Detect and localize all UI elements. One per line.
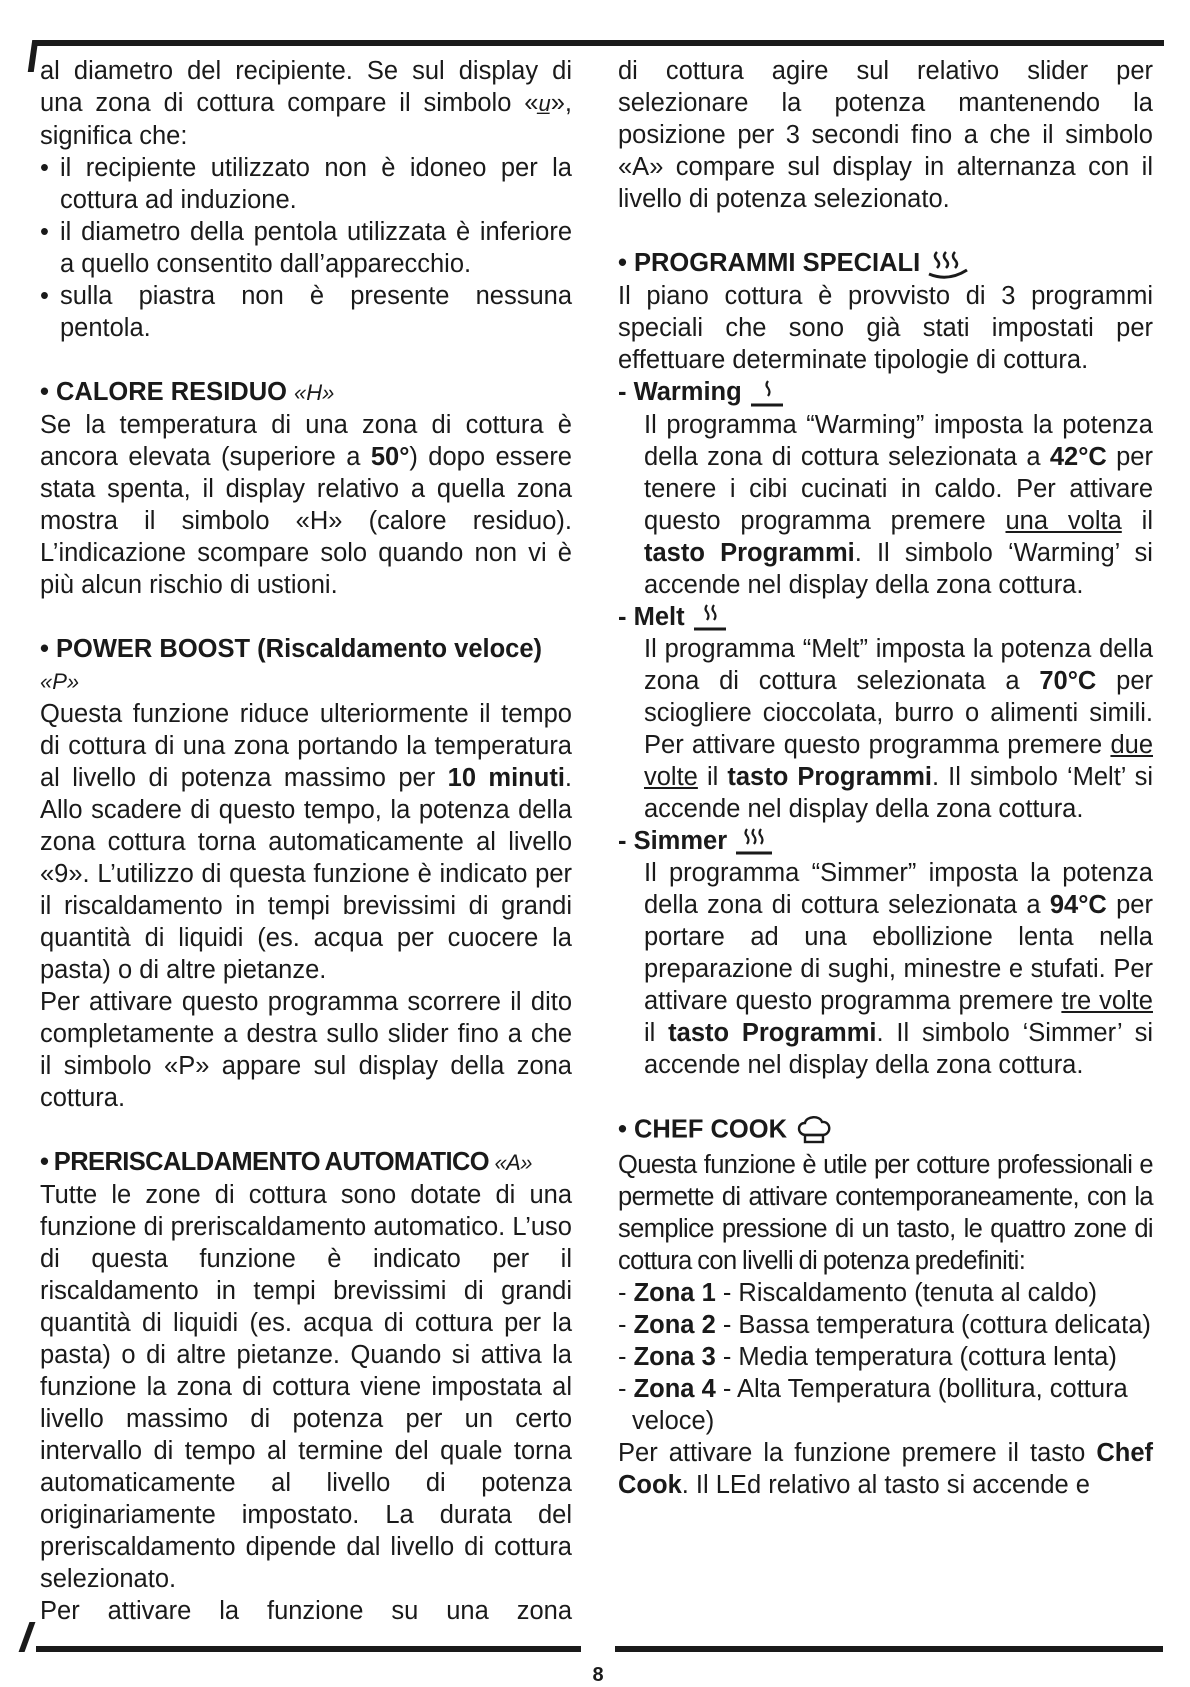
page-number: 8 (592, 1664, 604, 1686)
warming-body: Il programma “Warming” imposta la potenza della zona di cottura selezionata a 42°C per tenere i cibi cucinati in caldo. Per attivare questo programma premere una volta il tasto Programmi. Il simbolo ‘Warming’ si accende nel display della zona cottura. (644, 410, 1153, 599)
warming-heading: - Warming (618, 376, 1153, 408)
intro-paragraph: al diametro del recipiente. Se sul display di una zona di cottura compare il simbolo «u̲», significa che: (40, 57, 572, 150)
simmer-heading: - Simmer (618, 825, 1153, 857)
chef-cook-heading: • CHEF COOK (618, 1113, 1153, 1149)
simmer-icon (734, 827, 774, 857)
bottom-rule-left (36, 1646, 581, 1652)
chef-cook-zones (618, 1277, 1153, 1437)
bottom-rule-right (615, 1646, 1163, 1652)
simmer-body: Il programma “Simmer” imposta la potenza della zona di cottura selezionata a 94°C per portare ad una ebollizione lenta nella preparazione di sughi, minestre e stufati. Per attivare questo programma premere tre volte il tasto Programmi. Il simbolo ‘Simmer’ si accende nel display della zona cottura. (644, 859, 1153, 1080)
list-item: - Zona 2 - Bassa temperatura (cottura delicata) (618, 1311, 1151, 1340)
power-boost-heading: • POWER BOOST (Riscaldamento veloce) «P» (40, 635, 543, 694)
residual-heat-heading: • CALORE RESIDUO «H» (40, 378, 335, 406)
list-item: • il recipiente utilizzato non è idoneo per la cottura ad induzione. (40, 152, 572, 216)
preheat-heading: • PRERISCALDAMENTO AUTOMATICO «A» (40, 1148, 532, 1176)
list-item: - Zona 4 - Alta Temperatura (bollitura, cottura veloce) (618, 1375, 1128, 1436)
melt-body: Il programma “Melt” imposta la potenza della zona di cottura selezionata a 70°C per sciogliere cioccolata, burro o alimenti simili. Per attivare questo programma premere due volte il tasto Programmi. Il simbolo ‘Melt’ si accende nel display della zona cottura. (644, 634, 1154, 823)
special-programs-intro: Il piano cottura è provvisto di 3 programmi speciali che sono già stati impostati per effettuare determinate tipologie di cottura. (618, 282, 1153, 375)
top-rule (36, 40, 1164, 46)
bottom-rule-corner (19, 1622, 36, 1652)
warming-icon (749, 379, 785, 409)
pan-warning-list (40, 152, 572, 344)
chef-cook-intro: Questa funzione è utile per cotture professionali e permette di attivare contemporaneamente, con la semplice pressione di un tasto, le quattro zone di cottura con livelli di potenza predefiniti: (618, 1151, 1153, 1276)
pan-missing-symbol: u̲ (538, 91, 551, 116)
list-item: - Zona 3 - Media temperatura (cottura lenta) (618, 1343, 1117, 1372)
preheat-continuation: di cottura agire sul relativo slider per selezionare la potenza mantenendo la posizione per 3 secondi fino a che il simbolo «A» compare sul display in alternanza con il livello di potenza selezionato. (618, 57, 1153, 213)
left-column (40, 55, 572, 1627)
preheat-text: Tutte le zone di cottura sono dotate di una funzione di preriscaldamento automatico. L’uso di questa funzione è indicato per il riscaldamento in tempi brevissimi di grandi quantità di liquidi (es. acqua di cottura per la pasta) o di altre pietanze. Quando si attiva la funzione la zona di cottura viene impostata al livello massimo di potenza per un certo intervallo di tempo al termine del quale torna automaticamente al livello di potenza originariamente impostato. La durata del preriscaldamento dipende dal livello di cottura selezionato. (40, 1181, 572, 1593)
melt-heading: - Melt (618, 601, 1153, 633)
list-item: - Zona 1 - Riscaldamento (tenuta al caldo) (618, 1279, 1098, 1308)
chef-hat-icon (794, 1113, 834, 1149)
list-item: • il diametro della pentola utilizzata è inferiore a quello consentito dall’apparecchio. (40, 216, 572, 280)
residual-heat-text: Se la temperatura di una zona di cottura è ancora elevata (superiore a 50°) dopo essere stata spenta, il display relativo a quella zona mostra il simbolo «H» (calore residuo). L’indicazione scompare solo quando non vi è più alcun rischio di ustioni. (40, 411, 572, 599)
list-item: • sulla piastra non è presente nessuna pentola. (40, 280, 572, 344)
melt-icon (692, 603, 728, 633)
power-boost-text: Questa funzione riduce ulteriormente il tempo di cottura di una zona portando la temperatura al livello di potenza massimo per 10 minuti. Allo scadere di questo tempo, la potenza della zona cottura torna automaticamente al livello «9». L’utilizzo di questa funzione è indicato per il riscaldamento in tempi brevissimi di grandi quantità di liquidi (es. acqua per cuocere la pasta) o di altre pietanze. (40, 700, 573, 984)
right-column (618, 55, 1153, 1501)
chef-cook-activation: Per attivare la funzione premere il tasto Chef Cook. Il LEd relativo al tasto si accende e (618, 1439, 1153, 1500)
preheat-activation: Per attivare la funzione su una zona (40, 1597, 572, 1625)
special-programs-icon (927, 248, 969, 280)
special-programs-heading: • PROGRAMMI SPECIALI (618, 247, 1153, 280)
power-boost-activation: Per attivare questo programma scorrere il dito completamente a destra sullo slider fino a che il simbolo «P» appare sul display della zona cottura. (40, 988, 572, 1112)
